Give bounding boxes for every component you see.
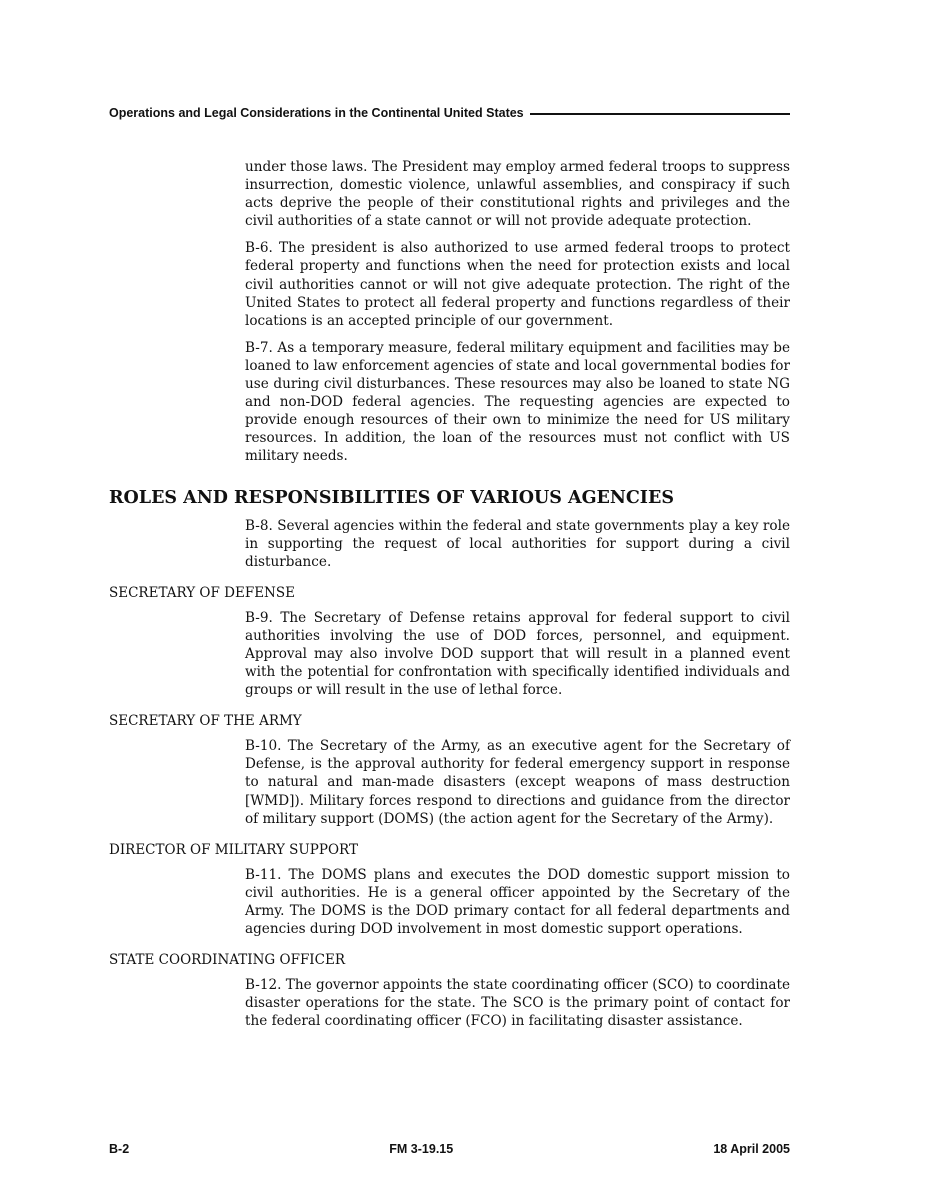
paragraph-continued: under those laws. The President may employ armed federal troops to suppress insurrection, domestic violence, unlawful assemblies, and conspiracy if such acts deprive the people of their constitutional rights and privileges and the civil authorities of a state cannot or will not provide adequate protection. xyxy=(245,159,790,230)
paragraph-b7: B-7. As a temporary measure, federal military equipment and facilities may be loaned to law enforcement agencies of state and local governmental bodies for use during civil disturbances. These resources may also be loaned to state NG and non-DOD federal agencies. The requesting agencies are expected to provide enough resources of their own to minimize the need for US military resources. In addition, the loan of the resources must not conflict with US military needs. xyxy=(245,339,790,465)
subheading-secretary-of-the-army: SECRETARY OF THE ARMY xyxy=(109,713,302,730)
section-heading-roles: ROLES AND RESPONSIBILITIES OF VARIOUS AGENCIES xyxy=(109,487,674,508)
paragraph-b8: B-8. Several agencies within the federal and state governments play a key role in supporting the request of local authorities for support during a civil disturbance. xyxy=(245,517,790,570)
header-title: Operations and Legal Considerations in the Continental United States xyxy=(109,106,524,120)
publication-date: 18 April 2005 xyxy=(713,1142,790,1156)
manual-number: FM 3-19.15 xyxy=(389,1142,454,1156)
page-number: B-2 xyxy=(109,1142,130,1156)
page-body xyxy=(109,158,790,1039)
subheading-director-of-military-support: DIRECTOR OF MILITARY SUPPORT xyxy=(109,841,358,858)
running-footer xyxy=(109,1142,790,1156)
subheading-secretary-of-defense: SECRETARY OF DEFENSE xyxy=(109,584,295,601)
paragraph-b10: B-10. The Secretary of the Army, as an executive agent for the Secretary of Defense, is the approval authority for federal emergency support in response to natural and man-made disasters (except weapons of mass destruction [WMD]). Military forces respond to directions and guidance from the director of military support (DOMS) (the action agent for the Secretary of the Army). xyxy=(245,738,790,827)
paragraph-b12: B-12. The governor appoints the state coordinating officer (SCO) to coordinate disaster operations for the state. The SCO is the primary point of contact for the federal coordinating officer (FCO) in facilitating disaster assistance. xyxy=(245,977,790,1030)
header-rule xyxy=(530,113,790,115)
paragraph-b9: B-9. The Secretary of Defense retains approval for federal support to civil authorities involving the use of DOD forces, personnel, and equipment. Approval may also involve DOD support that will result in a planned event with the potential for confrontation with specifically identified individuals and groups or will result in the use of lethal force. xyxy=(245,609,790,699)
paragraph-b6: B-6. The president is also authorized to use armed federal troops to protect federal property and functions when the need for protection exists and local civil authorities cannot or will not give adequate protection. The right of the United States to protect all federal property and functions regardless of their locations is an accepted principle of our government. xyxy=(245,240,790,329)
subheading-state-coordinating-officer: STATE COORDINATING OFFICER xyxy=(109,952,345,969)
paragraph-b11: B-11. The DOMS plans and executes the DOD domestic support mission to civil authorities. He is a general officer appointed by the Secretary of the Army. The DOMS is the DOD primary contact for all federal departments and agencies during DOD involvement in most domestic support operations. xyxy=(245,866,790,937)
running-header xyxy=(109,106,790,120)
